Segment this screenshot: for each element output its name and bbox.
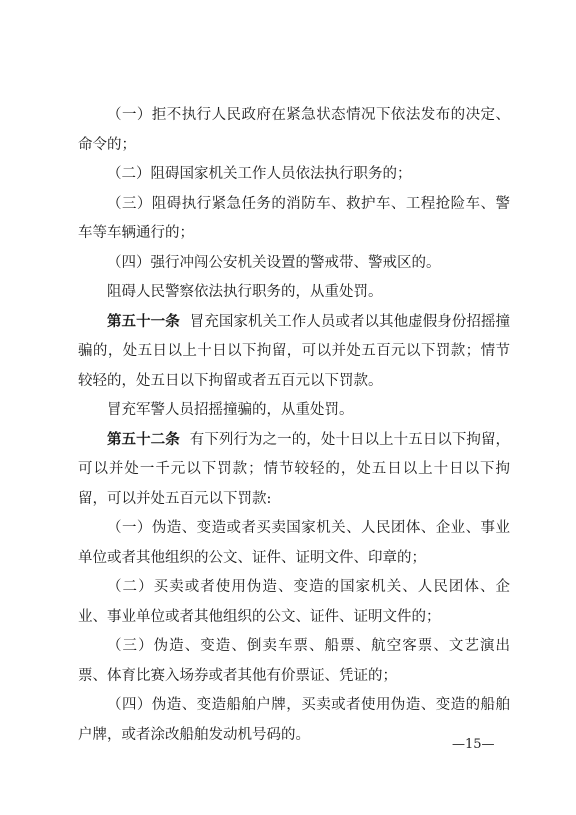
paragraph-text: 阻碍人民警察依法执行职务的，从重处罚。 <box>107 284 383 300</box>
paragraph <box>78 396 510 426</box>
paragraph <box>78 190 510 249</box>
paragraph-text: （三）伪造、变造、倒卖车票、船票、航空客票、文艺演出票、体育比赛入场券或者其他有价票证、凭证的； <box>78 638 510 684</box>
paragraph <box>78 160 510 190</box>
article-heading: 第五十二条 <box>107 431 180 448</box>
paragraph-text: （四）伪造、变造船舶户牌，买卖或者使用伪造、变造的船舶户牌，或者涂改船舶发动机号码的。 <box>78 697 510 743</box>
document-body <box>78 101 510 750</box>
paragraph-text: （一）伪造、变造或者买卖国家机关、人民团体、企业、事业单位或者其他组织的公文、证件、证明文件、印章的； <box>78 520 510 566</box>
paragraph-text: （二）买卖或者使用伪造、变造的国家机关、人民团体、企业、事业单位或者其他组织的公文、证件、证明文件的； <box>78 579 510 625</box>
paragraph <box>78 278 510 308</box>
paragraph-text: （二）阻碍国家机关工作人员依法执行职务的； <box>107 166 412 182</box>
paragraph <box>78 573 510 632</box>
article-heading: 第五十一条 <box>107 313 180 330</box>
paragraph-text: 有下列行为之一的，处十日以上十五日以下拘留，可以并处一千元以下罚款；情节较轻的，处五日以上十日以下拘留，可以并处五百元以下罚款: <box>78 431 511 507</box>
paragraph-text: （三）阻碍执行紧急任务的消防车、救护车、工程抢险车、警车等车辆通行的； <box>78 195 510 241</box>
article-paragraph <box>78 426 510 515</box>
paragraph-text: 冒充军警人员招摇撞骗的，从重处罚。 <box>107 402 354 418</box>
paragraph <box>78 514 510 573</box>
page-number: —15— <box>452 737 495 752</box>
paragraph <box>78 101 510 160</box>
paragraph-text: （一）拒不执行人民政府在紧急状态情况下依法发布的决定、命令的； <box>78 107 510 153</box>
paragraph <box>78 632 510 691</box>
paragraph <box>78 691 510 750</box>
paragraph <box>78 249 510 279</box>
paragraph-text: 冒充国家机关工作人员或者以其他虚假身份招摇撞骗的，处五日以上十日以下拘留，可以并处五百元以下罚款；情节较轻的，处五日以下拘留或者五百元以下罚款。 <box>78 313 511 389</box>
paragraph-text: （四）强行冲闯公安机关设置的警戒带、警戒区的。 <box>107 254 441 271</box>
article-paragraph <box>78 308 510 397</box>
